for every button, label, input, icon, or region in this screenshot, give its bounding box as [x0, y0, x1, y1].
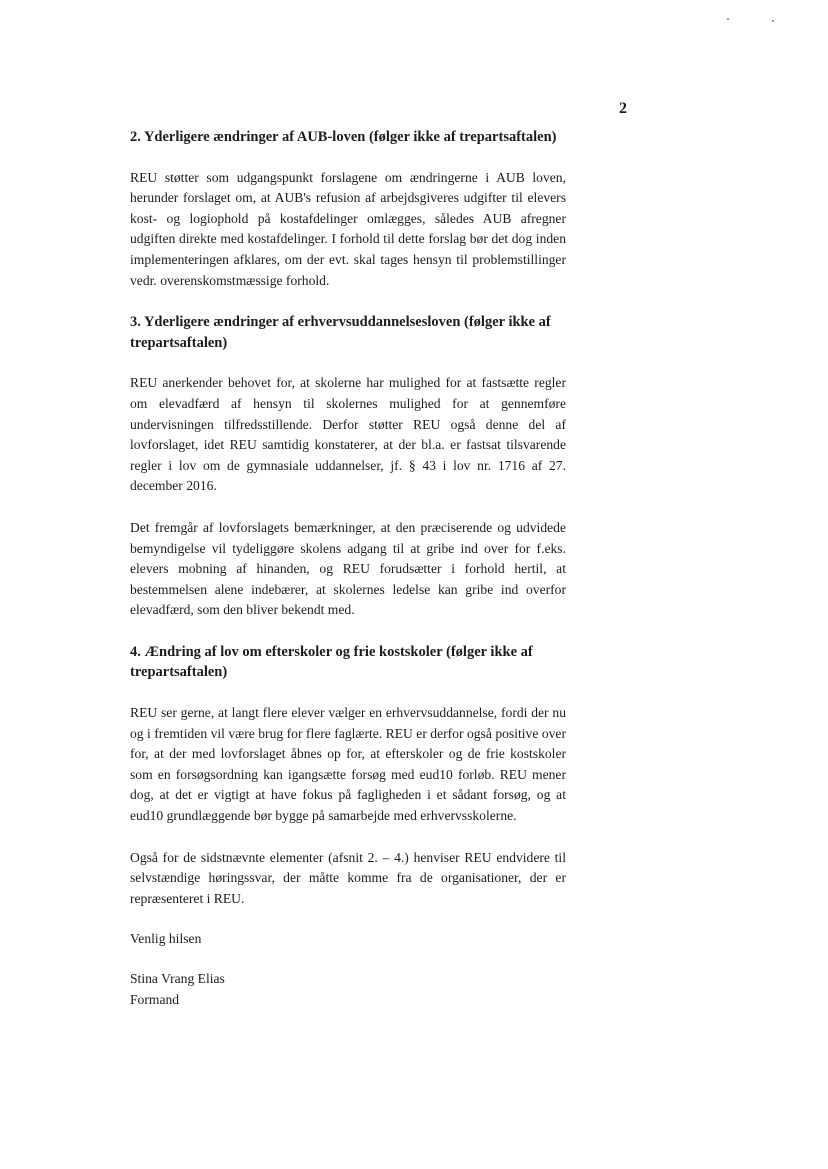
section-efterskoler-law	[130, 642, 566, 910]
paragraph: REU anerkender behovet for, at skolerne har mulighed for at fastsætte regler om elevadfærd af hensyn til skolernes mulighed for at gennemføre undervisningen tilfredsstillende. Derfor støtter REU også denne del af lovforslaget, idet REU samtidig konstaterer, at der bl.a. er fastsat tilsvarende regler i lov om de gymnasiale uddannelser, jf. § 43 i lov nr. 1716 af 27. december 2016.	[130, 375, 566, 494]
section-heading: 4. Ændring af lov om efterskoler og frie kostskoler (følger ikke af trepartsaftalen)	[130, 643, 533, 681]
section-aub-law	[130, 127, 566, 291]
paragraph: Også for de sidstnævnte elementer (afsnit 2. – 4.) henviser REU endvidere til selvstændige høringssvar, der måtte komme fra de organisationer, der er repræsenteret i REU.	[130, 849, 566, 906]
paragraph: REU ser gerne, at langt flere elever vælger en erhvervsuddannelse, fordi der nu og i fremtiden vil være brug for flere faglærte. REU er derfor også positive over for, at der med lovforslaget åbnes op for, at efterskoler og de frie kostskoler som en forsøgsordning kan igangsætte forsøg med eud10 forløb. REU mener dog, at det er vigtigt at have fokus på fagligheden i et sådant forsøg, og at eud10 grundlæggende bør bygge på samarbejde med erhvervsskolerne.	[130, 705, 566, 824]
scan-speck	[772, 20, 774, 22]
closing-greeting: Venlig hilsen	[130, 931, 202, 947]
scan-speck	[727, 18, 729, 20]
page-number: 2	[619, 100, 627, 117]
signatory-title: Formand	[130, 991, 180, 1007]
letter-body	[130, 127, 566, 1010]
section-eud-law	[130, 312, 566, 621]
section-heading: 2. Yderligere ændringer af AUB-loven (følger ikke af trepartsaftalen)	[130, 129, 557, 145]
signatory-name: Stina Vrang Elias	[130, 971, 225, 986]
section-heading: 3. Yderligere ændringer af erhvervsuddannelsesloven (følger ikke af trepartsaftalen)	[130, 314, 551, 351]
paragraph: Det fremgår af lovforslagets bemærkninger, at den præciserende og udvidede bemyndigelse vil tydeliggøre skolens adgang til at gribe ind over for f.eks. elevers mobning af hinanden, og REU forudsætter i forhold hertil, at bestemmelsen alene indebærer, at skolernes ledelse kan gribe ind overfor elevadfærd, som den bliver bekendt med.	[130, 519, 566, 618]
letter-closing	[130, 929, 566, 1010]
paragraph: REU støtter som udgangspunkt forslagene om ændringerne i AUB loven, herunder forslaget om, at AUB's refusion af arbejdsgiveres udgifter til elevers kost- og logiophold på kostafdelinger omlægges, således AUB afregner udgiften direkte med kostafdelinger. I forhold til dette forslag bør det dog inden implementeringen afklares, om der evt. skal tages hensyn til problemstillinger vedr. overenskomstmæssige forhold.	[130, 169, 566, 288]
